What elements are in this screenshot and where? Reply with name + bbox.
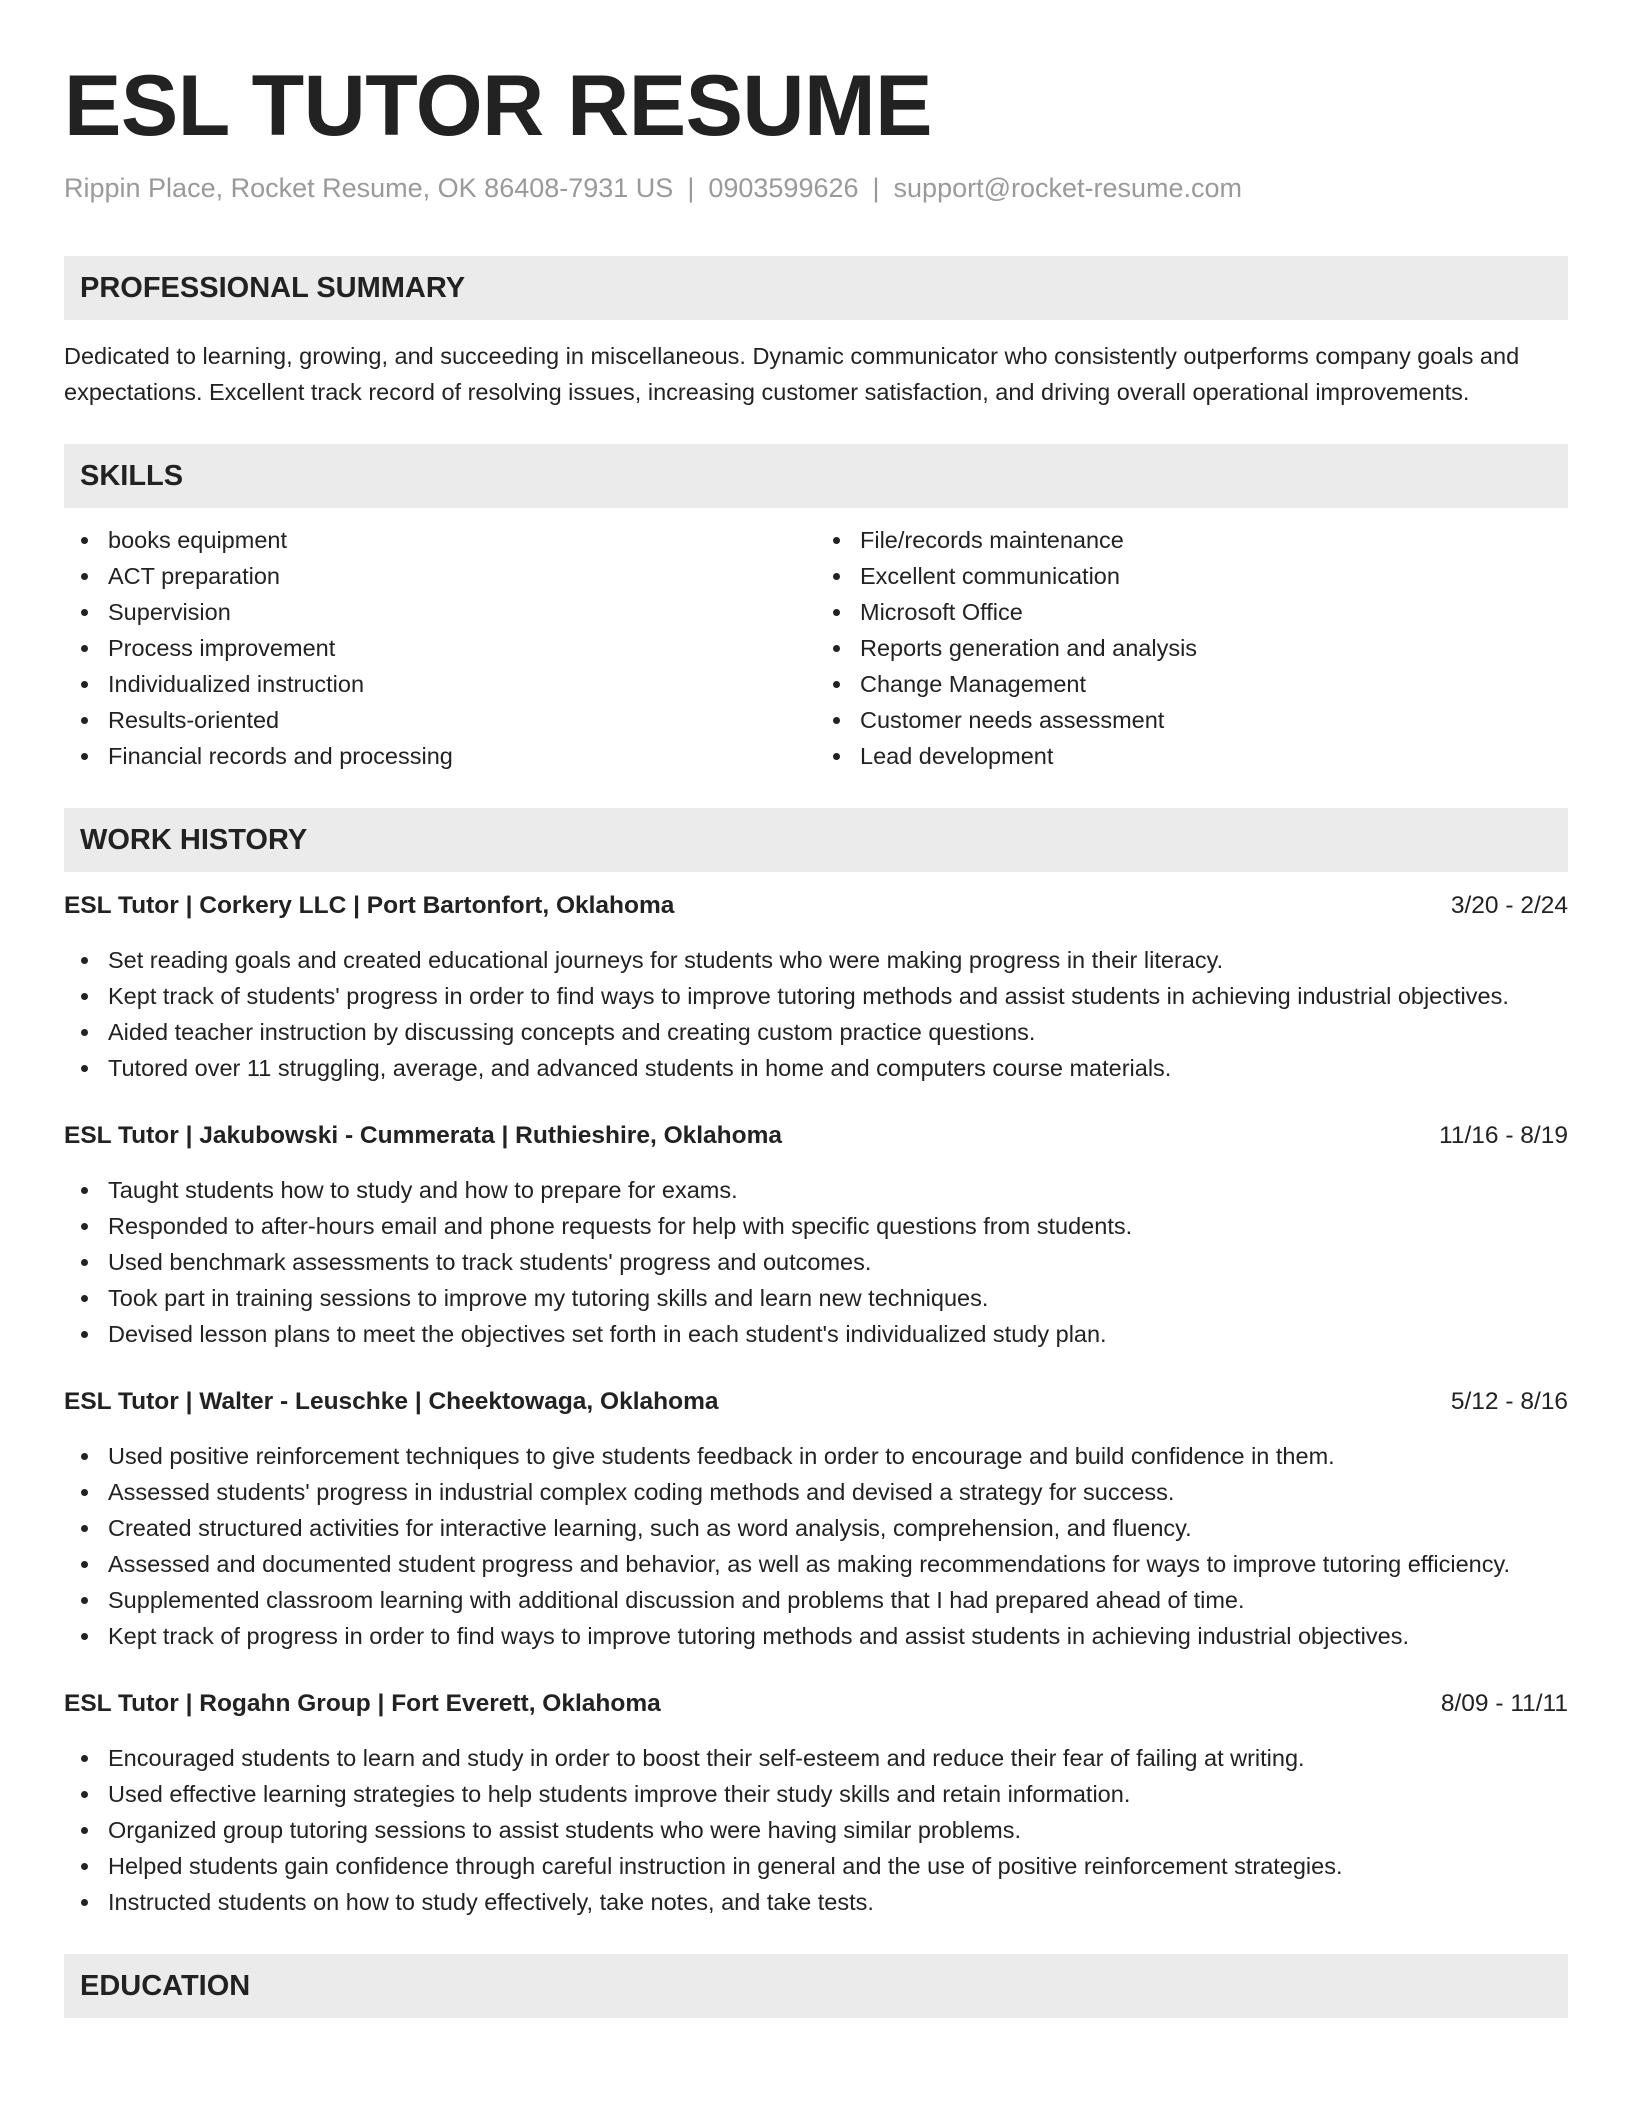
job-bullet: Instructed students on how to study effectively, take notes, and take tests. <box>64 1884 1568 1920</box>
job-bullet: Encouraged students to learn and study in order to boost their self-esteem and reduce their fear of failing at writing. <box>64 1740 1568 1776</box>
skill-item: books equipment <box>64 522 816 558</box>
job-bullet: Created structured activities for interactive learning, such as word analysis, comprehension, and fluency. <box>64 1510 1568 1546</box>
job-title: ESL Tutor | Rogahn Group | Fort Everett, Oklahoma <box>64 1690 661 1717</box>
job-bullet: Set reading goals and created educational journeys for students who were making progress in their literacy. <box>64 942 1568 978</box>
skill-item: Reports generation and analysis <box>816 630 1568 666</box>
skill-item: Excellent communication <box>816 558 1568 594</box>
job-bullet: Assessed and documented student progress and behavior, as well as making recommendations for ways to improve tutoring efficiency. <box>64 1546 1568 1582</box>
section-header-work-history: WORK HISTORY <box>64 808 1568 872</box>
job-title: ESL Tutor | Corkery LLC | Port Bartonfort, Oklahoma <box>64 892 675 919</box>
section-header-summary: PROFESSIONAL SUMMARY <box>64 256 1568 320</box>
contact-phone: 0903599626 <box>708 173 859 203</box>
job-dates: 5/12 - 8/16 <box>1450 1388 1568 1415</box>
section-header-education: EDUCATION <box>64 1954 1568 2018</box>
contact-line <box>64 170 1568 206</box>
job-title: ESL Tutor | Jakubowski - Cummerata | Ruthieshire, Oklahoma <box>64 1122 783 1149</box>
skill-item: ACT preparation <box>64 558 816 594</box>
skills-column-right <box>816 522 1568 774</box>
section-header-skills: SKILLS <box>64 444 1568 508</box>
job-bullet: Responded to after-hours email and phone requests for help with specific questions from students. <box>64 1208 1568 1244</box>
contact-email: support@rocket-resume.com <box>893 173 1243 203</box>
skill-item: Financial records and processing <box>64 738 816 774</box>
job-bullet: Used benchmark assessments to track students' progress and outcomes. <box>64 1244 1568 1280</box>
job-bullets <box>64 1172 1568 1352</box>
contact-separator: | <box>872 173 880 203</box>
job-bullet: Organized group tutoring sessions to assist students who were having similar problems. <box>64 1812 1568 1848</box>
job-entry <box>64 1118 1568 1352</box>
job-bullet: Supplemented classroom learning with additional discussion and problems that I had prepared ahead of time. <box>64 1582 1568 1618</box>
job-entry <box>64 888 1568 1086</box>
job-header <box>64 1384 1568 1420</box>
skill-item: Supervision <box>64 594 816 630</box>
resume-title: ESL TUTOR RESUME <box>64 58 933 154</box>
job-title: ESL Tutor | Walter - Leuschke | Cheektowaga, Oklahoma <box>64 1388 719 1415</box>
skill-item: Process improvement <box>64 630 816 666</box>
contact-separator: | <box>687 173 695 203</box>
job-bullets <box>64 1438 1568 1654</box>
summary-text: Dedicated to learning, growing, and succeeding in miscellaneous. Dynamic communicator who consistently outperforms company goals and expectations. Excellent track record of resolving issues, increasing customer satisfaction, and driving overall operational improvements. <box>64 343 1520 405</box>
job-bullet: Devised lesson plans to meet the objectives set forth in each student's individualized study plan. <box>64 1316 1568 1352</box>
job-bullet: Aided teacher instruction by discussing concepts and creating custom practice questions. <box>64 1014 1568 1050</box>
job-bullet: Kept track of progress in order to find ways to improve tutoring methods and assist students in achieving industrial objectives. <box>64 1618 1568 1654</box>
job-bullet: Kept track of students' progress in order to find ways to improve tutoring methods and assist students in achieving industrial objectives. <box>64 978 1568 1014</box>
job-bullet: Taught students how to study and how to prepare for exams. <box>64 1172 1568 1208</box>
skills-list <box>64 522 1568 774</box>
job-dates: 3/20 - 2/24 <box>1450 892 1568 919</box>
skills-column-left <box>64 522 816 774</box>
job-bullet: Tutored over 11 struggling, average, and advanced students in home and computers course materials. <box>64 1050 1568 1086</box>
job-dates: 8/09 - 11/11 <box>1440 1690 1568 1717</box>
skill-item: Results-oriented <box>64 702 816 738</box>
skill-item: File/records maintenance <box>816 522 1568 558</box>
job-bullet: Took part in training sessions to improve my tutoring skills and learn new techniques. <box>64 1280 1568 1316</box>
skill-item: Microsoft Office <box>816 594 1568 630</box>
job-dates: 11/16 - 8/19 <box>1439 1122 1568 1149</box>
job-bullets <box>64 942 1568 1086</box>
job-bullet: Helped students gain confidence through careful instruction in general and the use of positive reinforcement strategies. <box>64 1848 1568 1884</box>
job-bullet: Used positive reinforcement techniques to give students feedback in order to encourage and build confidence in them. <box>64 1438 1568 1474</box>
job-header <box>64 888 1568 924</box>
job-header <box>64 1686 1568 1722</box>
contact-address: Rippin Place, Rocket Resume, OK 86408-7931 US <box>64 173 674 203</box>
job-header <box>64 1118 1568 1154</box>
job-bullet: Used effective learning strategies to help students improve their study skills and retain information. <box>64 1776 1568 1812</box>
job-entry <box>64 1384 1568 1654</box>
job-bullet: Assessed students' progress in industrial complex coding methods and devised a strategy for success. <box>64 1474 1568 1510</box>
job-bullets <box>64 1740 1568 1920</box>
skill-item: Lead development <box>816 738 1568 774</box>
skill-item: Individualized instruction <box>64 666 816 702</box>
skill-item: Customer needs assessment <box>816 702 1568 738</box>
job-entry <box>64 1686 1568 1920</box>
skill-item: Change Management <box>816 666 1568 702</box>
